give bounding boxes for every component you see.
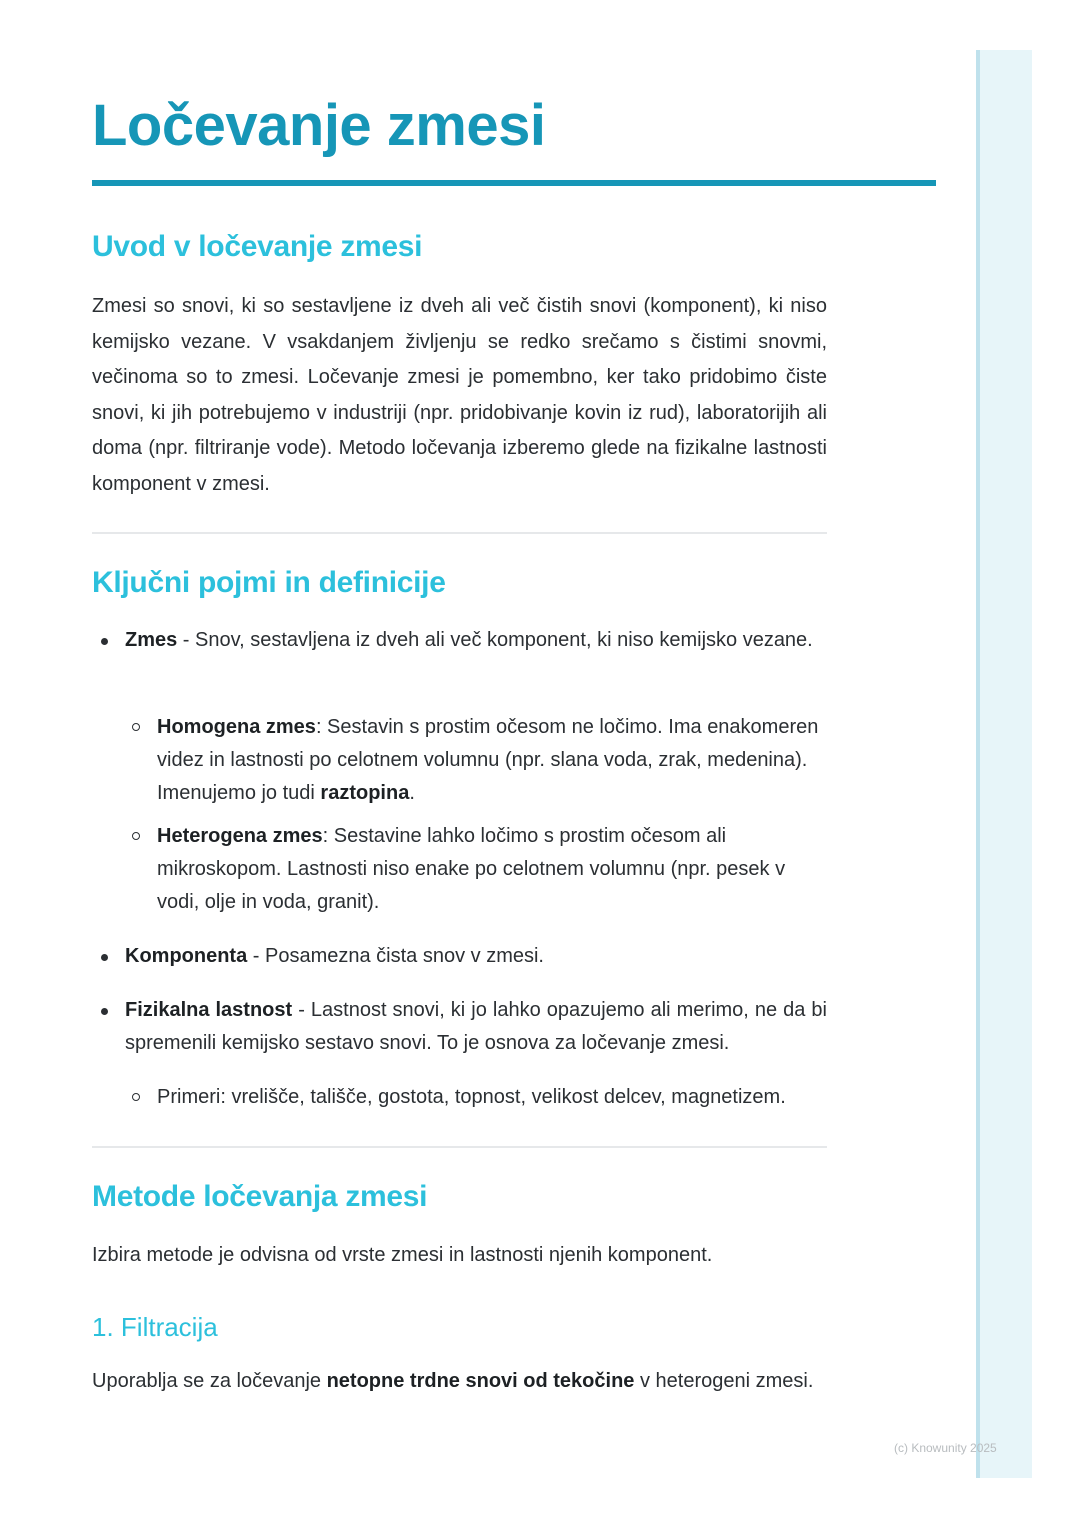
term-heterogena: Heterogena zmes xyxy=(157,825,323,847)
list-item-fizikalna xyxy=(125,994,827,1060)
term-zmes: Zmes xyxy=(125,629,178,651)
section-heading-intro: Uvod v ločevanje zmesi xyxy=(92,230,423,263)
def-komponenta: - Posamezna čista snov v zmesi. xyxy=(247,945,544,967)
list-item-homogena xyxy=(157,711,827,810)
term-raztopina: raztopina xyxy=(320,782,410,804)
circle-bullet-icon xyxy=(132,832,140,840)
bullet-icon xyxy=(101,638,108,645)
def-fizikalna: - Lastnost snovi, ki jo lahko opazujemo ali merimo, ne da bi spremenili kemijsko sestavo snovi. To je osnova za ločevanje zmesi. xyxy=(125,999,827,1054)
circle-bullet-icon xyxy=(132,723,140,731)
title-underline xyxy=(92,180,936,186)
def-homogena-end: . xyxy=(409,782,415,804)
section-heading-terms: Ključni pojmi in definicije xyxy=(92,566,446,599)
bullet-icon xyxy=(101,954,108,961)
page-title: Ločevanje zmesi xyxy=(92,93,546,158)
section-divider xyxy=(92,532,827,534)
side-strip xyxy=(976,50,1032,1478)
section-divider xyxy=(92,1146,827,1148)
list-item-komponenta xyxy=(125,940,827,973)
list-item-zmes xyxy=(125,624,827,657)
intro-paragraph: Zmesi so snovi, ki so sestavljene iz dveh ali več čistih snovi (komponent), ki niso kemijsko vezane. V vsakdanjem življenju se redko srečamo s čistimi snovmi, večinoma so to zmesi. Ločevanje zmesi je pomembno, ker tako pridobimo čiste snovi, ki jih potrebujemo v industriji (npr. pridobivanje kovin iz rud), laboratorijih ali doma (npr. filtriranje vode). Metodo ločevanja izberemo glede na fizikalne lastnosti komponent v zmesi. xyxy=(92,295,827,495)
filtracija-bold: netopne trdne snovi od tekočine xyxy=(326,1370,635,1392)
bullet-icon xyxy=(101,1008,108,1015)
term-komponenta: Komponenta xyxy=(125,945,248,967)
circle-bullet-icon xyxy=(132,1093,140,1101)
copyright-text: (c) Knowunity 2025 xyxy=(894,1441,997,1455)
def-homogena: : Sestavin s prostim očesom ne ločimo. Ima enakomeren videz in lastnosti po celotnem volumnu (npr. slana voda, zrak, medenina). Imenujemo jo tudi xyxy=(157,716,819,804)
filtracija-post: v heterogeni zmesi. xyxy=(634,1370,814,1392)
def-heterogena: : Sestavine lahko ločimo s prostim očesom ali mikroskopom. Lastnosti niso enake po celotnem volumnu (npr. pesek v vodi, olje in voda, granit). xyxy=(157,825,786,913)
filtracija-paragraph xyxy=(92,1364,827,1400)
methods-paragraph: Izbira metode je odvisna od vrste zmesi in lastnosti njenih komponent. xyxy=(92,1244,713,1266)
term-fizikalna: Fizikalna lastnost xyxy=(125,999,293,1021)
list-item-primeri: Primeri: vrelišče, tališče, gostota, topnost, velikost delcev, magnetizem. xyxy=(157,1086,786,1108)
section-heading-methods: Metode ločevanja zmesi xyxy=(92,1180,428,1213)
term-homogena: Homogena zmes xyxy=(157,716,316,738)
subsection-heading-filtracija: 1. Filtracija xyxy=(92,1312,218,1342)
filtracija-pre: Uporablja se za ločevanje xyxy=(92,1370,327,1392)
def-zmes: - Snov, sestavljena iz dveh ali več komponent, ki niso kemijsko vezane. xyxy=(177,629,813,651)
list-item-heterogena xyxy=(157,820,827,919)
